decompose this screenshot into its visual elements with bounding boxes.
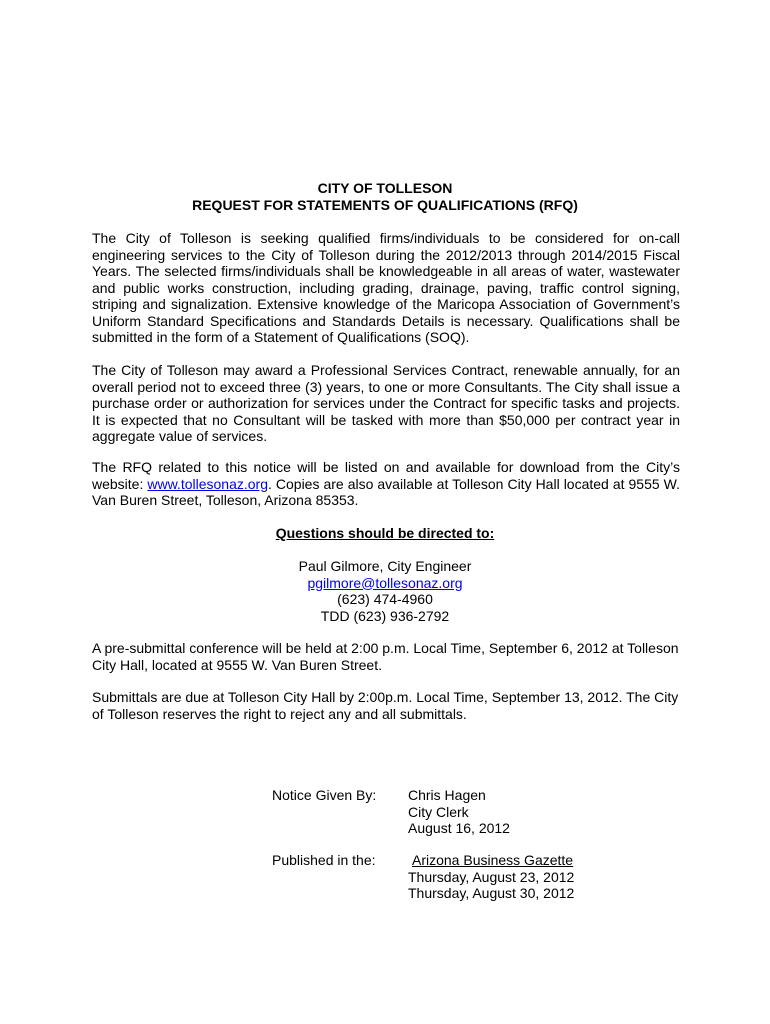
contact-name: Paul Gilmore, City Engineer: [298, 558, 472, 574]
rfq-listing-text-end: . Copies are also available at Tolleson City Hall located at 9555 W. Van Buren Street, Tolleson, Arizona 85353.: [92, 475, 681, 508]
website-link[interactable]: www.tollesonaz.org: [147, 475, 268, 492]
notice-title: City Clerk: [408, 803, 469, 820]
document-subtitle: REQUEST FOR STATEMENTS OF QUALIFICATIONS (RFQ): [192, 197, 578, 213]
submittals-paragraph: Submittals are due at Tolleson City Hall by 2:00p.m. Local Time, September 13, 2012. The City of Tolleson reserves the right to reject any and all submittals.: [92, 689, 679, 722]
notice-values: [408, 787, 510, 837]
contract-paragraph: The City of Tolleson may award a Professional Services Contract, renewable annually, for an overall period not to exceed three (3) years, to one or more Consultants. The City shall issue a purchase order or authorization for services under the Contract for specific tasks and projects. It is expected that no Consultant will be tasked with more than $50,000 per contract year in aggregate value of services.: [92, 362, 680, 444]
intro-paragraph: The City of Tolleson is seeking qualified firms/individuals to be considered for on-call engineering services to the City of Tolleson during the 2012/2013 through 2014/2015 Fiscal Years. The selected firms/individuals shall be knowledgeable in all areas of water, wastewater and public works construction, including grading, drainage, paving, traffic control signing, striping and signalization. Extensive knowledge of the Maricopa Association of Government’s Uniform Standard Specifications and Standards Details is necessary. Qualifications shall be submitted in the form of a Statement of Qualifications (SOQ).: [92, 230, 680, 345]
contact-heading-text: Questions should be directed to:: [275, 525, 495, 541]
contact-email-link[interactable]: pgilmore@tollesonaz.org: [307, 574, 463, 591]
published-date-1: Thursday, August 23, 2012: [408, 868, 575, 885]
published-date-2: Thursday, August 30, 2012: [408, 885, 575, 901]
contact-heading: [0, 525, 770, 542]
rfq-listing-text-start: The RFQ related to this notice will be listed on and available for download from the City’s website:: [92, 459, 680, 492]
document-title: CITY OF TOLLESON: [317, 180, 453, 196]
notice-date: August 16, 2012: [408, 820, 510, 836]
contact-tdd: TDD (623) 936-2792: [320, 607, 450, 624]
rfq-listing-paragraph: [92, 459, 680, 509]
conference-paragraph: A pre-submittal conference will be held at 2:00 p.m. Local Time, September 6, 2012 at Tolleson City Hall, located at 9555 W. Van Buren Street.: [92, 640, 679, 673]
contact-phone: (623) 474-4960: [337, 591, 433, 607]
publication-name: Arizona Business Gazette: [412, 852, 574, 868]
published-values: [408, 852, 574, 902]
contact-block: [0, 558, 770, 624]
notice-label: Notice Given By:: [272, 787, 377, 803]
notice-name: Chris Hagen: [408, 787, 486, 803]
published-label: Published in the:: [272, 852, 376, 868]
